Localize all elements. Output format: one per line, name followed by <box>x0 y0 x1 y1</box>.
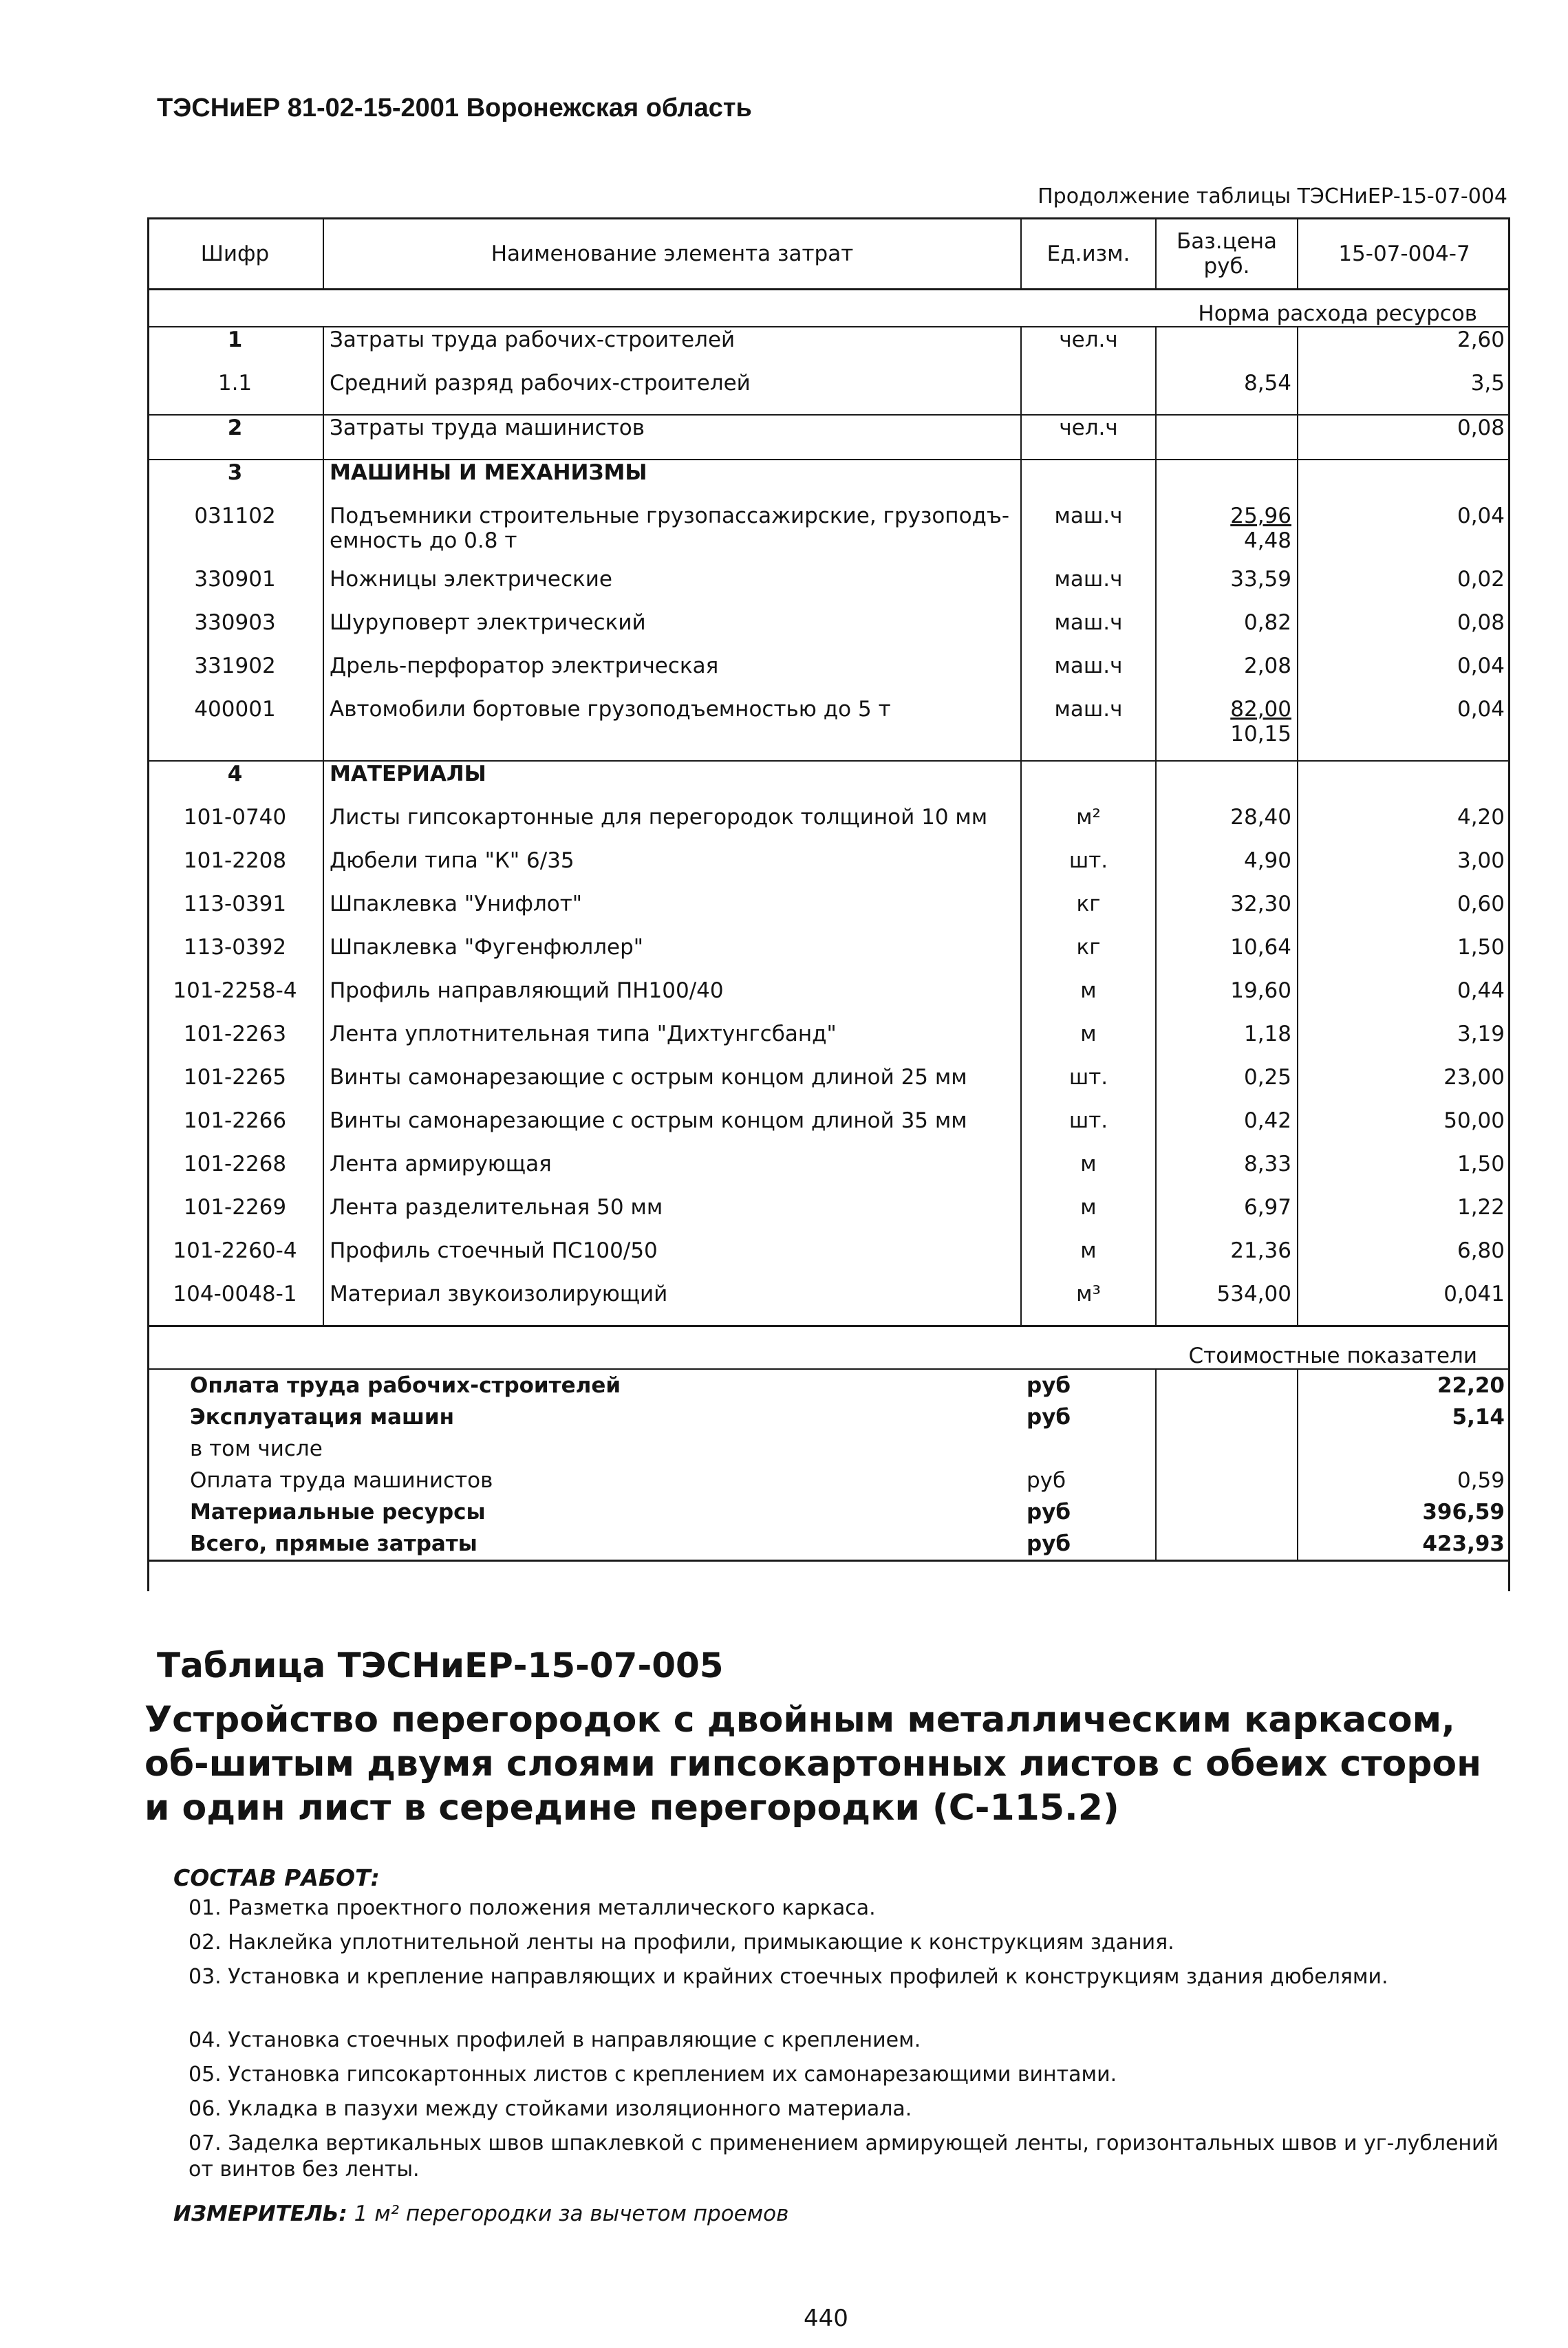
row-price <box>1156 415 1298 460</box>
row-code: 4 <box>147 761 323 805</box>
row-value: 3,19 <box>1457 1022 1505 1046</box>
row-name: Материал звукоизолирующий <box>323 1282 1021 1326</box>
table-row <box>147 1108 1510 1152</box>
row-price: 28,40 <box>1156 805 1298 848</box>
cost-row <box>147 1465 1510 1496</box>
row-value: 23,00 <box>1443 1065 1505 1090</box>
row-name: Шпаклевка "Унифлот" <box>323 892 1021 935</box>
header-code: Шифр <box>147 219 323 290</box>
row-code: 101-2266 <box>147 1108 323 1152</box>
row-price: 8,33 <box>1156 1152 1298 1195</box>
row-name: Листы гипсокартонные для перегородок толщиной 10 мм <box>323 805 1021 848</box>
table-header-row <box>147 219 1510 290</box>
row-code: 113-0391 <box>147 892 323 935</box>
resource-table-body <box>147 219 1510 1561</box>
row-unit: м³ <box>1021 1282 1156 1326</box>
row-unit <box>1021 371 1156 415</box>
table-row <box>147 327 1510 371</box>
cost-value: 0,59 <box>1457 1468 1505 1493</box>
table-row <box>147 892 1510 935</box>
row-code: 101-2268 <box>147 1152 323 1195</box>
table-row <box>147 654 1510 697</box>
cost-value: 423,93 <box>1298 1528 1510 1561</box>
row-price-machine: 25,96 <box>1230 504 1291 528</box>
cost-unit: руб <box>1021 1496 1156 1528</box>
header-value: 15-07-004-7 <box>1298 219 1510 290</box>
row-price <box>1156 761 1298 805</box>
row-unit <box>1021 761 1156 805</box>
row-name: Лента уплотнительная типа "Дихтунгсбанд" <box>323 1022 1021 1065</box>
measure-label: ИЗМЕРИТЕЛЬ: <box>173 2201 347 2226</box>
table-row <box>147 935 1510 978</box>
cost-price-empty <box>1156 1528 1298 1561</box>
row-code: 1.1 <box>147 371 323 415</box>
row-name: МАШИНЫ И МЕХАНИЗМЫ <box>323 460 1021 504</box>
cost-label: Оплата труда рабочих-строителей <box>190 1373 621 1398</box>
cost-label: Материальные ресурсы <box>190 1500 486 1525</box>
row-name: Дюбели типа "К" 6/35 <box>323 848 1021 892</box>
row-value: 0,041 <box>1443 1282 1505 1306</box>
row-name: Лента разделительная 50 мм <box>323 1195 1021 1238</box>
row-name: Подъемники строительные грузопассажирские, грузоподъ-емность до 0.8 т <box>323 504 1021 567</box>
work-item: 03. Установка и крепление направляющих и крайних стоечных профилей к конструкциям здания дюбелями. <box>189 1965 1388 1989</box>
row-code: 330903 <box>147 610 323 654</box>
resource-table <box>147 217 1510 1562</box>
row-value: 2,60 <box>1457 327 1505 352</box>
table-row <box>147 1195 1510 1238</box>
table-row <box>147 697 1510 761</box>
header-unit: Ед.изм. <box>1021 219 1156 290</box>
table-row <box>147 1238 1510 1282</box>
row-unit: маш.ч <box>1021 610 1156 654</box>
row-unit: маш.ч <box>1021 654 1156 697</box>
table-row <box>147 504 1510 567</box>
work-item: 02. Наклейка уплотнительной ленты на профили, примыкающие к конструкциям здания. <box>189 1930 1174 1954</box>
row-value: 0,08 <box>1457 610 1505 635</box>
cost-unit: руб <box>1021 1401 1156 1433</box>
row-code: 101-2265 <box>147 1065 323 1108</box>
cost-unit: руб <box>1021 1528 1156 1561</box>
work-item: 06. Укладка в пазухи между стойками изоляционного материала. <box>189 2097 912 2121</box>
row-code: 101-2208 <box>147 848 323 892</box>
cost-row <box>147 1528 1510 1561</box>
row-unit: кг <box>1021 892 1156 935</box>
cost-unit: руб <box>1021 1465 1156 1496</box>
row-code: 031102 <box>147 504 323 567</box>
row-name: Шуруповерт электрический <box>323 610 1021 654</box>
row-price: 32,30 <box>1156 892 1298 935</box>
row-unit: маш.ч <box>1021 504 1156 567</box>
row-name: Лента армирующая <box>323 1152 1021 1195</box>
row-price-operator: 4,48 <box>1243 528 1291 553</box>
row-price <box>1156 697 1298 761</box>
row-unit: кг <box>1021 935 1156 978</box>
cost-unit: руб <box>1021 1369 1156 1401</box>
work-item: 04. Установка стоечных профилей в направляющие с креплением. <box>189 2028 921 2052</box>
row-price <box>1156 327 1298 371</box>
cost-price-empty <box>1156 1496 1298 1528</box>
row-name: Автомобили бортовые грузоподъемностью до 5 т <box>323 697 1021 761</box>
row-code: 331902 <box>147 654 323 697</box>
row-name: Винты самонарезающие с острым концом длиной 35 мм <box>323 1108 1021 1152</box>
row-value: 3,5 <box>1470 371 1505 396</box>
row-price: 534,00 <box>1156 1282 1298 1326</box>
row-unit: м <box>1021 1152 1156 1195</box>
cost-row <box>147 1496 1510 1528</box>
row-value: 0,60 <box>1457 892 1505 916</box>
norm-band-label: Норма расхода ресурсов <box>147 290 1510 327</box>
row-code: 113-0392 <box>147 935 323 978</box>
row-code: 101-0740 <box>147 805 323 848</box>
row-code: 101-2263 <box>147 1022 323 1065</box>
row-value: 0,04 <box>1457 654 1505 678</box>
table-row <box>147 1282 1510 1326</box>
table-row <box>147 460 1510 504</box>
row-unit: шт. <box>1021 1108 1156 1152</box>
cost-row <box>147 1369 1510 1401</box>
row-price: 0,25 <box>1156 1065 1298 1108</box>
row-value: 1,22 <box>1457 1195 1505 1220</box>
measure-value: 1 м² перегородки за вычетом проемов <box>354 2201 789 2226</box>
cost-row <box>147 1401 1510 1433</box>
cost-price-empty <box>1156 1401 1298 1433</box>
row-code: 101-2260-4 <box>147 1238 323 1282</box>
section-title: Таблица ТЭСНиЕР-15-07-005 <box>157 1646 724 1685</box>
cost-label: Оплата труда машинистов <box>190 1468 493 1493</box>
page-header: ТЭСНиЕР 81-02-15-2001 Воронежская область <box>157 94 752 122</box>
row-price: 10,64 <box>1156 935 1298 978</box>
cost-band-label: Стоимостные показатели <box>147 1326 1510 1370</box>
cost-price-empty <box>1156 1465 1298 1496</box>
row-value: 6,80 <box>1457 1238 1505 1263</box>
row-value: 3,00 <box>1457 848 1505 873</box>
work-item: 07. Заделка вертикальных швов шпаклевкой с применением армирующей ленты, горизонтальных швов и уг-лублений от винтов без ленты. <box>189 2131 1499 2182</box>
row-price: 6,97 <box>1156 1195 1298 1238</box>
row-unit: м <box>1021 1238 1156 1282</box>
cost-band-row <box>147 1326 1510 1370</box>
works-label: СОСТАВ РАБОТ: <box>173 1864 380 1891</box>
row-value: 50,00 <box>1443 1108 1505 1133</box>
row-price: 4,90 <box>1156 848 1298 892</box>
row-name: Затраты труда рабочих-строителей <box>323 327 1021 371</box>
table-row <box>147 848 1510 892</box>
row-name: Средний разряд рабочих-строителей <box>323 371 1021 415</box>
row-price-machine: 82,00 <box>1230 697 1291 722</box>
cost-unit <box>1021 1433 1156 1465</box>
measure-line <box>173 2201 788 2226</box>
cost-price-empty <box>1156 1433 1298 1465</box>
row-code: 400001 <box>147 697 323 761</box>
row-name: Затраты труда машинистов <box>323 415 1021 460</box>
page-number: 440 <box>804 2305 848 2332</box>
cost-value: 396,59 <box>1422 1500 1505 1525</box>
row-value <box>1298 761 1510 805</box>
table-row <box>147 1152 1510 1195</box>
row-value: 0,02 <box>1457 567 1505 592</box>
row-price <box>1156 504 1298 567</box>
row-unit: м² <box>1021 805 1156 848</box>
work-item: 05. Установка гипсокартонных листов с креплением их самонарезающими винтами. <box>189 2062 1117 2087</box>
row-value: 0,08 <box>1298 415 1510 460</box>
work-item: 01. Разметка проектного положения металлического каркаса. <box>189 1896 876 1920</box>
row-code: 2 <box>147 415 323 460</box>
row-code: 101-2258-4 <box>147 978 323 1022</box>
row-unit: м <box>1021 1022 1156 1065</box>
cost-value: 22,20 <box>1437 1373 1505 1398</box>
table-row <box>147 610 1510 654</box>
section-description: Устройство перегородок с двойным металлическим каркасом, об-шитым двумя слоями гипсокартонных листов с обеих сторон и один лист в середине перегородки (С-115.2) <box>144 1699 1482 1829</box>
row-code: 3 <box>147 460 323 504</box>
table-row <box>147 567 1510 610</box>
row-code: 101-2269 <box>147 1195 323 1238</box>
norm-band-row <box>147 290 1510 327</box>
table-row <box>147 415 1510 460</box>
row-unit: м <box>1021 978 1156 1022</box>
row-name: Дрель-перфоратор электрическая <box>323 654 1021 697</box>
header-price: Баз.цена руб. <box>1156 219 1298 290</box>
row-price: 19,60 <box>1156 978 1298 1022</box>
row-code: 1 <box>147 327 323 371</box>
row-unit: чел.ч <box>1021 415 1156 460</box>
row-unit: шт. <box>1021 848 1156 892</box>
row-price-operator: 10,15 <box>1230 722 1291 746</box>
cost-label: Всего, прямые затраты <box>147 1528 1021 1561</box>
row-unit: шт. <box>1021 1065 1156 1108</box>
cost-value <box>1298 1433 1510 1465</box>
table-row <box>147 1065 1510 1108</box>
row-unit: чел.ч <box>1021 327 1156 371</box>
row-price: 0,42 <box>1156 1108 1298 1152</box>
row-code: 104-0048-1 <box>147 1282 323 1326</box>
row-price <box>1156 460 1298 504</box>
row-name: Профиль стоечный ПС100/50 <box>323 1238 1021 1282</box>
row-name: Профиль направляющий ПН100/40 <box>323 978 1021 1022</box>
table-row <box>147 761 1510 805</box>
table-continuation-caption: Продолжение таблицы ТЭСНиЕР-15-07-004 <box>1038 184 1507 208</box>
header-name: Наименование элемента затрат <box>323 219 1021 290</box>
row-price: 1,18 <box>1156 1022 1298 1065</box>
row-value: 1,50 <box>1457 935 1505 960</box>
row-value: 0,44 <box>1457 978 1505 1003</box>
row-price: 2,08 <box>1156 654 1298 697</box>
row-price: 33,59 <box>1156 567 1298 610</box>
row-value <box>1298 460 1510 504</box>
cost-label: Эксплуатация машин <box>190 1405 455 1430</box>
row-name: МАТЕРИАЛЫ <box>323 761 1021 805</box>
table-row <box>147 805 1510 848</box>
cost-value: 5,14 <box>1452 1405 1505 1430</box>
works-list <box>189 1895 1510 2191</box>
row-value: 0,04 <box>1457 504 1505 528</box>
table-row <box>147 978 1510 1022</box>
row-unit: м <box>1021 1195 1156 1238</box>
cost-price-empty <box>1156 1369 1298 1401</box>
row-value: 1,50 <box>1457 1152 1505 1176</box>
cost-row <box>147 1433 1510 1465</box>
row-price: 21,36 <box>1156 1238 1298 1282</box>
row-price: 8,54 <box>1156 371 1298 415</box>
row-value: 0,04 <box>1457 697 1505 722</box>
row-unit: маш.ч <box>1021 567 1156 610</box>
table-row <box>147 1022 1510 1065</box>
row-value: 4,20 <box>1457 805 1505 830</box>
row-price: 0,82 <box>1156 610 1298 654</box>
row-name: Ножницы электрические <box>323 567 1021 610</box>
row-name: Шпаклевка "Фугенфюллер" <box>323 935 1021 978</box>
row-code: 330901 <box>147 567 323 610</box>
row-unit: маш.ч <box>1021 697 1156 761</box>
row-name: Винты самонарезающие с острым концом длиной 25 мм <box>323 1065 1021 1108</box>
table-row <box>147 371 1510 415</box>
row-unit <box>1021 460 1156 504</box>
cost-label: в том числе <box>190 1436 323 1461</box>
